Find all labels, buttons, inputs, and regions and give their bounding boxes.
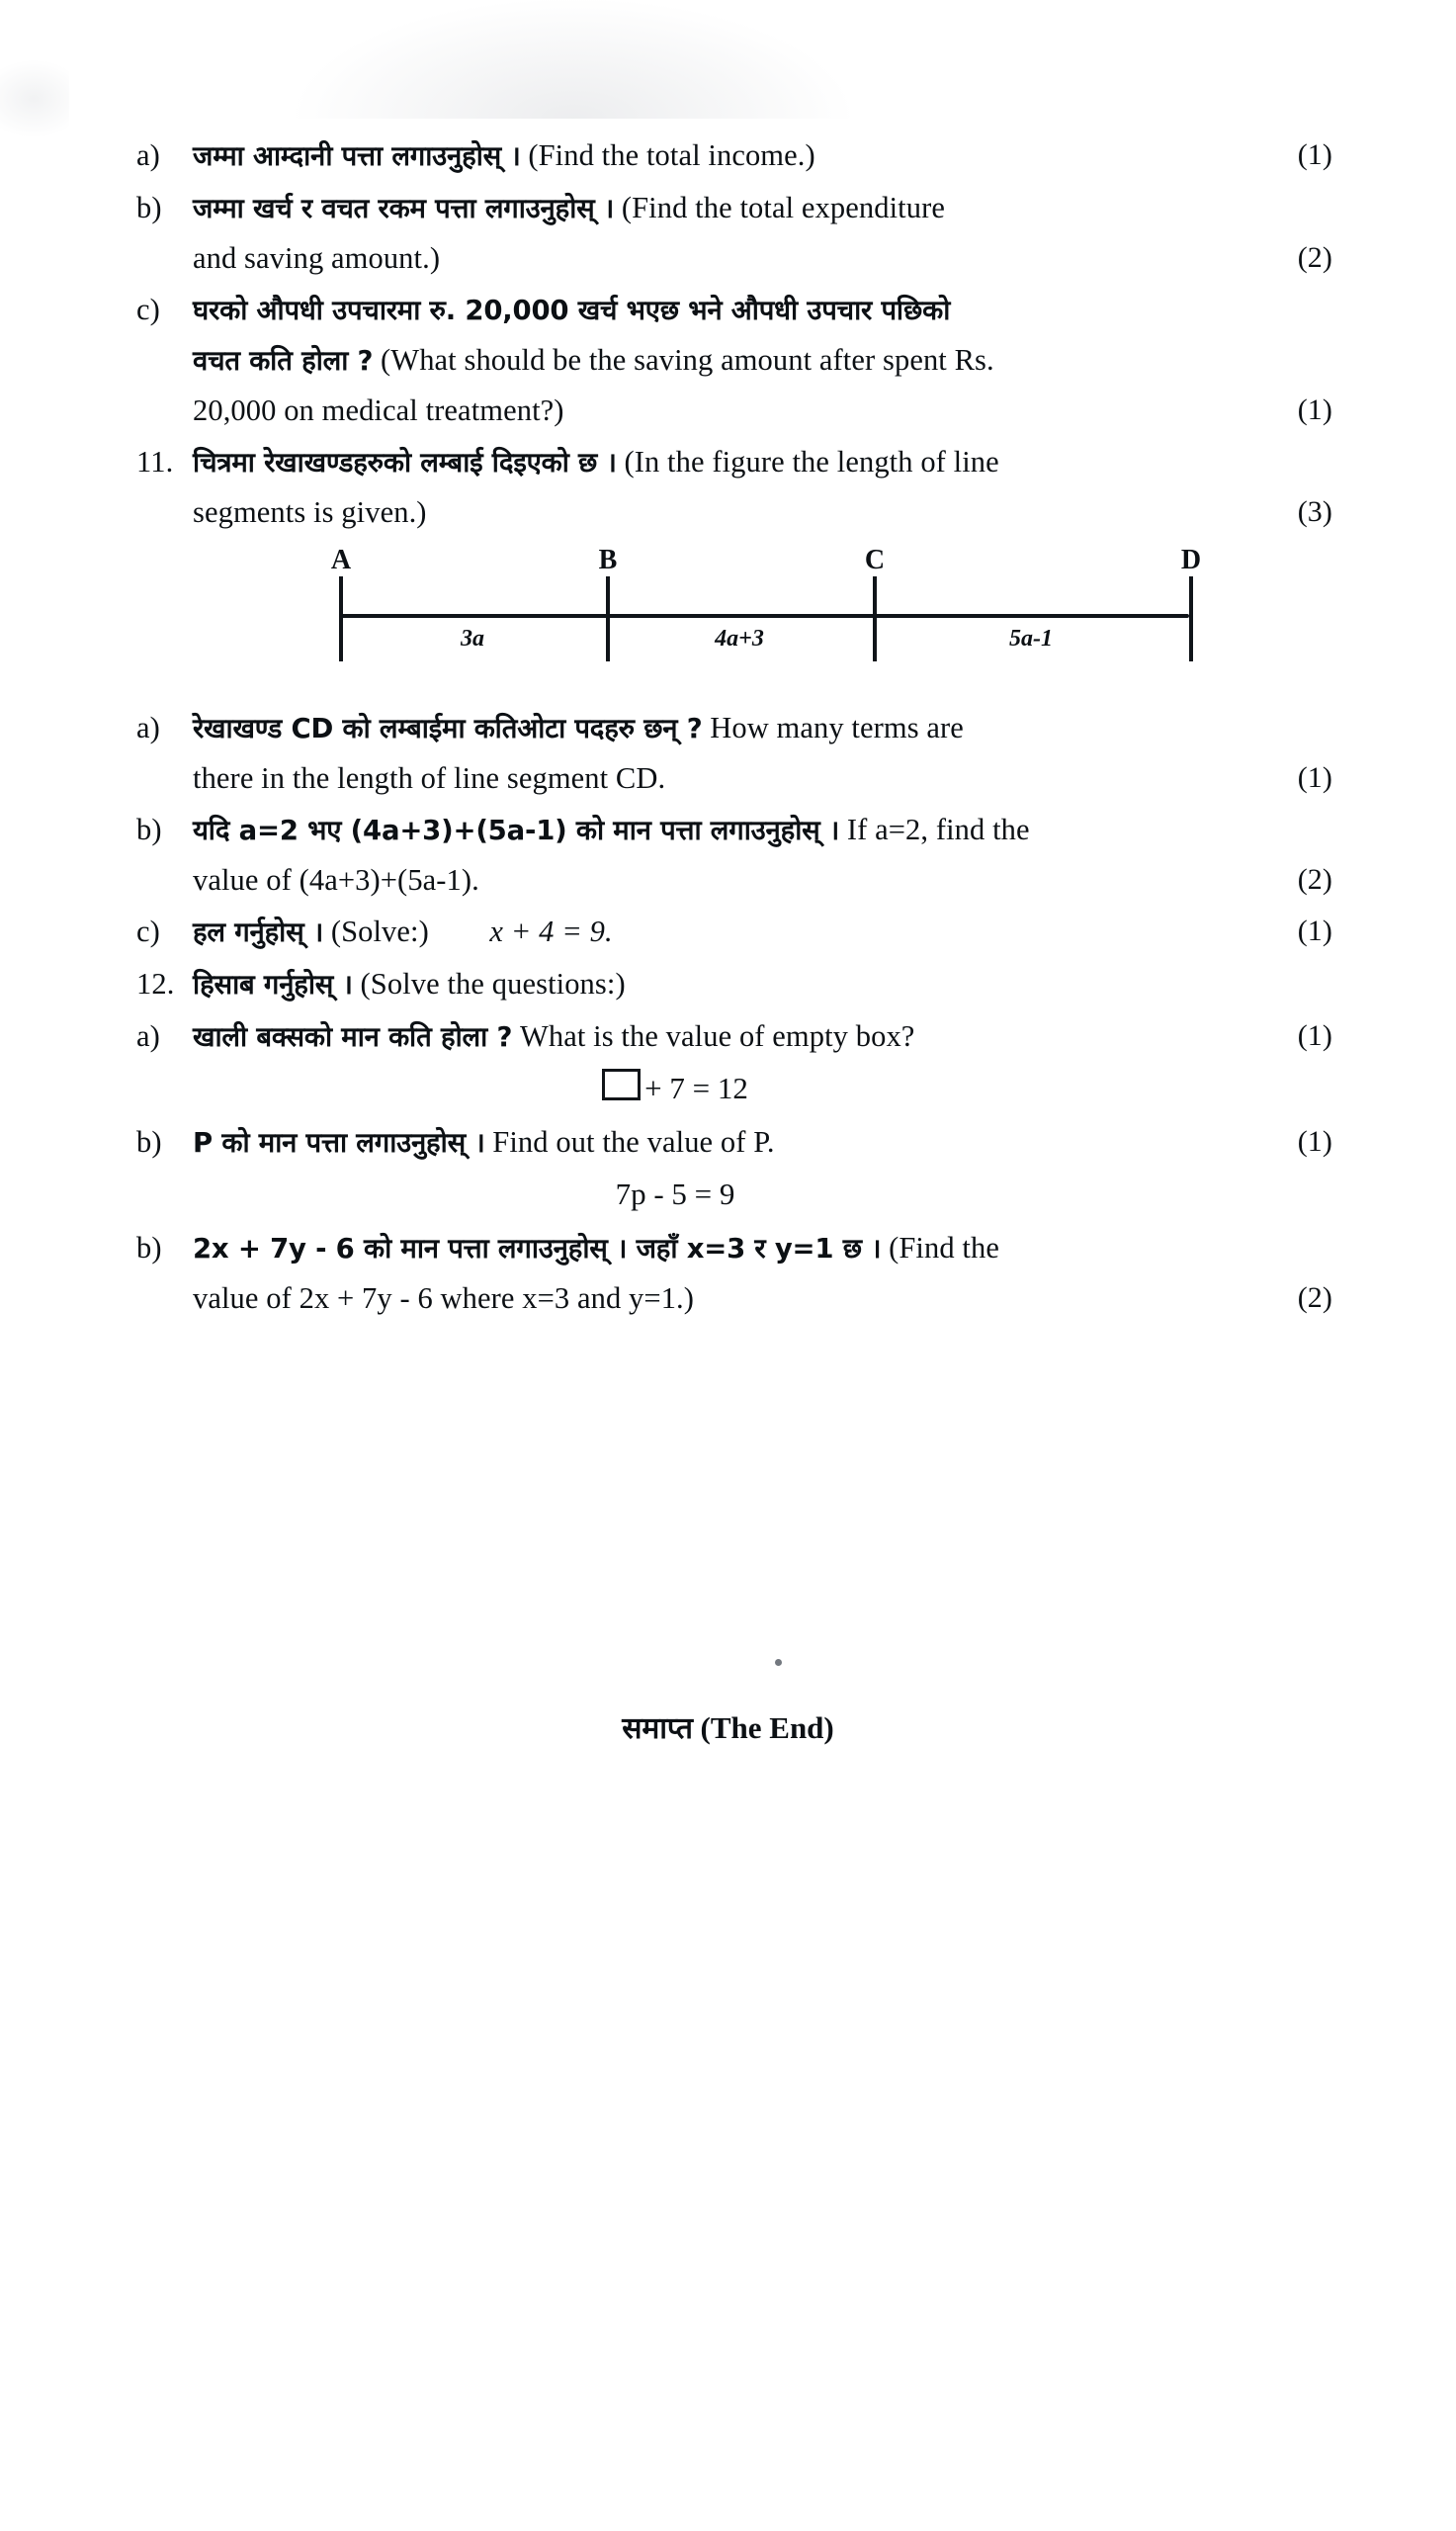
question-text-english: Find out the value of P.: [492, 1125, 775, 1159]
question-text-english-cont: value of (4a+3)+(5a-1).: [193, 863, 479, 897]
question-text-nepali: रेखाखण्ड CD को लम्बाईमा कतिओटा पदहरु छन् ?: [193, 713, 703, 744]
question-marker: 11.: [136, 445, 174, 479]
question-text-nepali: 2x + 7y - 6 को मान पत्ता लगाउनुहोस् । जहाँ x=3 र y=1 छ ।: [193, 1233, 882, 1265]
empty-box-placeholder: [602, 1069, 641, 1100]
question-marks: (2): [1297, 863, 1332, 896]
question-text-english-cont: 20,000 on medical treatment?): [193, 393, 564, 427]
question-text-nepali: यदि a=2 भए (4a+3)+(5a-1) को मान पत्ता लगाउनुहोस् ।: [193, 815, 840, 846]
question-item: [136, 805, 1332, 905]
question-item: [136, 183, 1332, 283]
question-text-english: If a=2, find the: [846, 813, 1030, 846]
question-marks: (1): [1297, 761, 1332, 794]
question-text-nepali: हिसाब गर्नुहोस् ।: [193, 969, 353, 1001]
scan-smudge-artifact-left: [0, 59, 69, 138]
scan-smudge-artifact: [297, 0, 850, 119]
end-of-paper: [0, 1706, 1456, 1747]
question-text-english: (Solve:): [330, 915, 429, 948]
figure-segment-label-cd: 5a-1: [1009, 626, 1053, 652]
figure-tick-d: [1189, 576, 1193, 661]
question-marks: (1): [1297, 1125, 1332, 1158]
figure-baseline: [339, 614, 1189, 618]
question-marker: c): [136, 915, 160, 948]
question-text-english: What is the value of empty box?: [519, 1019, 915, 1053]
question-item: [136, 1223, 1332, 1323]
question-marker: c): [136, 293, 160, 326]
figure-point-label-c: C: [864, 545, 886, 575]
question-marker: b): [136, 1125, 162, 1159]
question-text-english: (Find the: [889, 1231, 999, 1265]
question-text-english: (What should be the saving amount after spent Rs.: [381, 343, 994, 377]
question-marks: (1): [1297, 915, 1332, 947]
question-marks: (2): [1297, 241, 1332, 274]
question-text-english: (In the figure the length of line: [624, 445, 999, 479]
question-text-nepali: हल गर्नुहोस् ।: [193, 916, 324, 948]
question-text-english-cont: value of 2x + 7y - 6 where x=3 and y=1.): [193, 1281, 695, 1315]
figure-point-label-d: D: [1180, 545, 1202, 575]
figure-point-label-a: A: [330, 545, 352, 575]
question-marks: (1): [1297, 138, 1332, 171]
question-text-nepali: चित्रमा रेखाखण्डहरुको लम्बाई दिइएको छ ।: [193, 447, 617, 479]
question-marks: (1): [1297, 393, 1332, 426]
question-text-english: How many terms are: [710, 711, 964, 744]
question-item: [136, 1117, 1332, 1168]
question-text-nepali: खाली बक्सको मान कति होला ?: [193, 1021, 513, 1053]
question-marks: (3): [1297, 495, 1332, 528]
question-marks: (1): [1297, 1019, 1332, 1052]
inline-equation: x + 4 = 9.: [489, 915, 613, 948]
question-text-english-cont: segments is given.): [193, 495, 427, 529]
question-list: [136, 131, 1332, 1325]
end-label-nepali: समाप्त: [622, 1711, 693, 1746]
question-item: [136, 959, 1332, 1009]
end-label-english: (The End): [700, 1710, 834, 1745]
figure-point-label-b: B: [598, 545, 618, 575]
question-text-english-cont: there in the length of line segment CD.: [193, 761, 666, 795]
display-equation-p: 7p - 5 = 9: [615, 1177, 735, 1211]
figure-segment-label-ab: 3a: [461, 626, 484, 652]
question-marker: b): [136, 191, 162, 224]
question-marker: 12.: [136, 967, 175, 1001]
question-text-nepali: घरको औपधी उपचारमा रु. 20,000 खर्च भएछ भने औपधी उपचार पछिको: [193, 295, 951, 326]
line-segment-figure: [136, 545, 1332, 693]
question-marker: a): [136, 711, 160, 744]
figure-tick-b: [606, 576, 610, 661]
question-text-nepali: जम्मा खर्च र वचत रकम पत्ता लगाउनुहोस् ।: [193, 193, 615, 224]
ink-dot-artifact: [775, 1659, 782, 1666]
question-marks: (2): [1297, 1281, 1332, 1314]
question-item: [136, 703, 1332, 803]
question-item: [136, 1011, 1332, 1062]
question-item: [136, 131, 1332, 181]
question-text-nepali-cont: वचत कति होला ?: [193, 345, 374, 377]
question-marker: a): [136, 138, 160, 172]
figure-tick-a: [339, 576, 343, 661]
equation-text: + 7 = 12: [644, 1071, 748, 1105]
figure-tick-c: [873, 576, 877, 661]
question-marker: b): [136, 1231, 162, 1265]
question-marker: b): [136, 813, 162, 846]
question-text-english: (Find the total income.): [528, 138, 815, 172]
question-text-nepali: जम्मा आम्दानी पत्ता लगाउनुहोस् ।: [193, 140, 521, 172]
question-text-english: (Find the total expenditure: [621, 191, 945, 224]
question-text-english-cont: and saving amount.): [193, 241, 441, 275]
figure-segment-label-bc: 4a+3: [715, 626, 764, 652]
question-item: [136, 437, 1332, 537]
display-equation-empty-box: [136, 1064, 1332, 1113]
question-text-nepali: P को मान पत्ता लगाउनुहोस् ।: [193, 1127, 485, 1159]
question-item: [136, 285, 1332, 435]
question-marker: a): [136, 1019, 160, 1053]
question-text-english: (Solve the questions:): [360, 967, 626, 1001]
question-item: [136, 907, 1332, 957]
